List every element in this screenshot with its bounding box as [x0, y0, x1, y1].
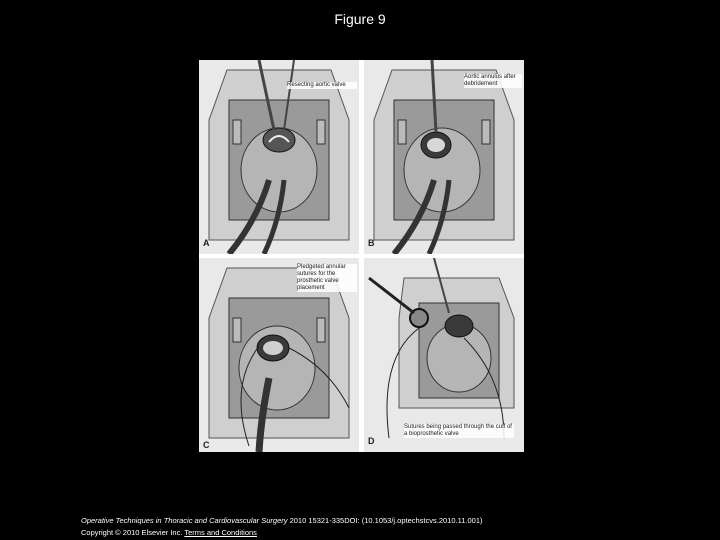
panel-a-callout: Resecting aortic valve	[287, 82, 357, 89]
panel-c-letter: C	[203, 440, 210, 450]
citation-details: 2010 15321-335DOI: (10.1053/j.optechstcvs.2010.11.001)	[287, 516, 483, 525]
terms-link[interactable]: Terms and Conditions	[184, 528, 257, 537]
panel-a-letter: A	[203, 238, 210, 248]
citation-line	[81, 515, 483, 527]
panel-b-callout: Aortic annulus after debridement	[464, 74, 522, 88]
panel-b-letter: B	[368, 238, 375, 248]
panel-b-drawing	[364, 60, 524, 254]
panel-a	[199, 60, 359, 254]
panel-c-callout: Pledgeted annular sutures for the prosthetic valve placement	[297, 264, 357, 292]
journal-name: Operative Techniques in Thoracic and Cardiovascular Surgery	[81, 516, 288, 525]
panel-d-drawing	[364, 258, 524, 452]
panel-d-letter: D	[368, 436, 375, 446]
panel-a-drawing	[199, 60, 359, 254]
panel-b	[364, 60, 524, 254]
surgical-illustration	[199, 60, 524, 452]
panel-d-callout: Sutures being passed through the cuff of a bioprosthetic valve	[404, 424, 514, 438]
copyright-text: Copyright © 2010 Elsevier Inc.	[81, 528, 183, 537]
copyright-line	[81, 527, 483, 539]
panel-d	[364, 258, 524, 452]
panel-c	[199, 258, 359, 452]
figure-footer	[81, 515, 483, 539]
figure-title: Figure 9	[334, 11, 386, 27]
